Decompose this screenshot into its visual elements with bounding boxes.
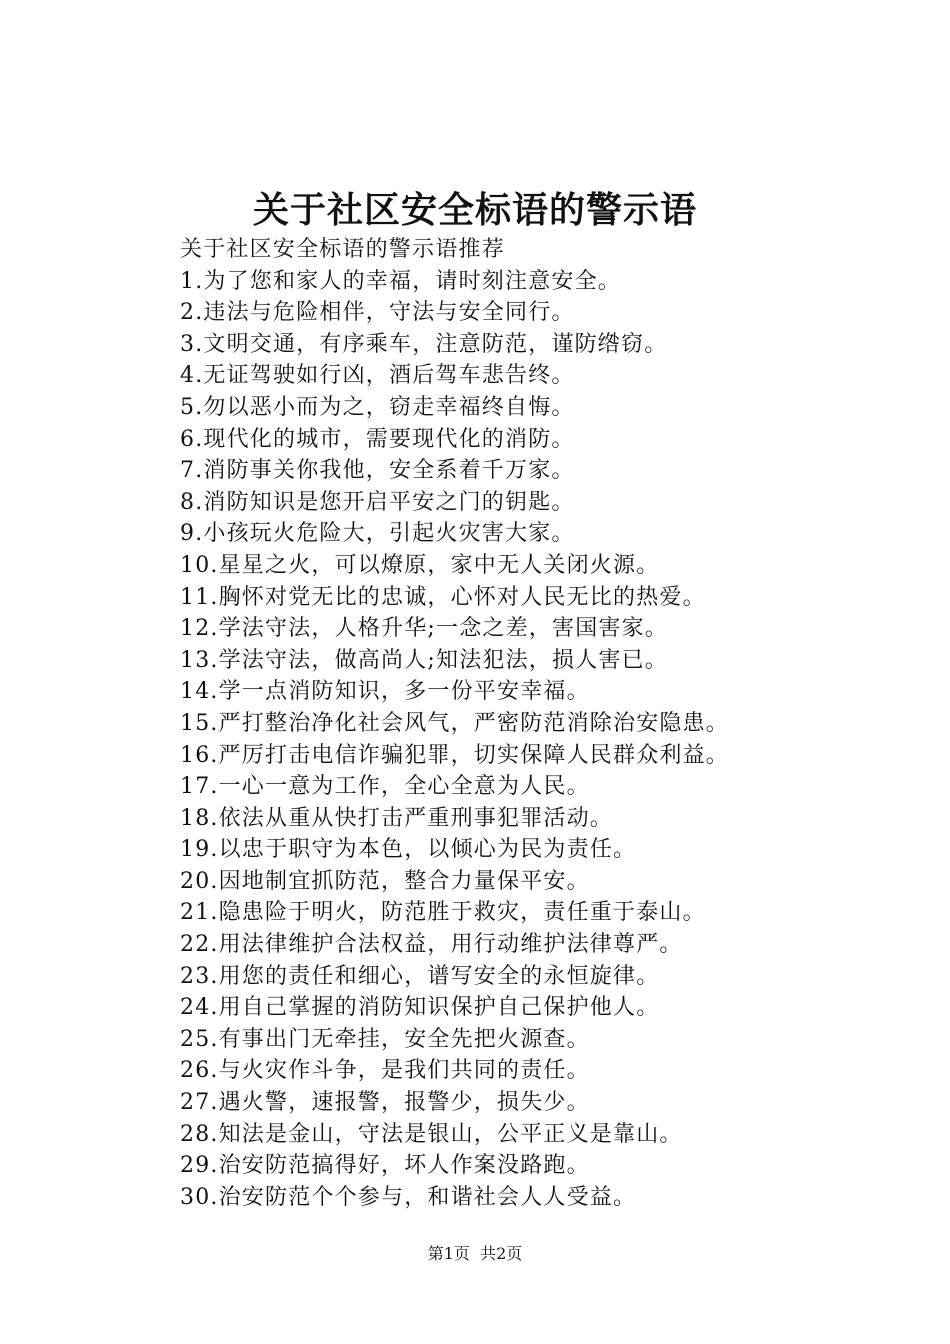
slogan-line: 29.治安防范搞得好，坏人作案没路跑。 xyxy=(180,1153,590,1179)
slogan-line: 17.一心一意为工作，全心全意为人民。 xyxy=(180,774,590,800)
document-body xyxy=(180,234,920,1213)
slogan-line: 22.用法律维护合法权益，用行动维护法律尊严。 xyxy=(180,932,683,958)
slogan-line: 21.隐患险于明火，防范胜于救灾，责任重于泰山。 xyxy=(180,900,706,926)
slogan-line: 27.遇火警，速报警，报警少，损失少。 xyxy=(180,1090,590,1116)
slogan-line: 16.严厉打击电信诈骗犯罪，切实保障人民群众利益。 xyxy=(180,742,729,768)
slogan-line: 4.无证驾驶如行凶，酒后驾车悲告终。 xyxy=(180,363,575,389)
slogan-line: 12.学法守法，人格升华;一念之差，害国害家。 xyxy=(180,616,669,642)
document-title: 关于社区安全标语的警示语 xyxy=(252,189,697,231)
slogan-line: 2.违法与危险相伴，守法与安全同行。 xyxy=(180,300,575,326)
slogan-line: 7.消防事关你我他，安全系着千万家。 xyxy=(180,458,575,484)
slogan-line: 28.知法是金山，守法是银山，公平正义是靠山。 xyxy=(180,1121,683,1147)
subtitle-line: 关于社区安全标语的警示语推荐 xyxy=(180,237,505,262)
slogan-line: 9.小孩玩火危险大，引起火灾害大家。 xyxy=(180,521,575,547)
slogan-line: 25.有事出门无牵挂，安全先把火源查。 xyxy=(180,1026,590,1052)
slogan-line: 20.因地制宜抓防范，整合力量保平安。 xyxy=(180,868,590,894)
page-footer: 第1页 共2页 xyxy=(427,1244,523,1263)
slogan-line: 14.学一点消防知识，多一份平安幸福。 xyxy=(180,679,590,705)
slogan-line: 23.用您的责任和细心，谱写安全的永恒旋律。 xyxy=(180,963,660,989)
slogan-line: 24.用自己掌握的消防知识保护自己保护他人。 xyxy=(180,995,660,1021)
slogan-line: 3.文明交通，有序乘车，注意防范，谨防绺窃。 xyxy=(180,331,668,357)
slogan-line: 18.依法从重从快打击严重刑事犯罪活动。 xyxy=(180,805,613,831)
slogan-line: 19.以忠于职守为本色，以倾心为民为责任。 xyxy=(180,837,637,863)
slogan-line: 11.胸怀对党无比的忠诚，心怀对人民无比的热爱。 xyxy=(180,584,706,610)
slogan-line: 15.严打整治净化社会风气，严密防范消除治安隐患。 xyxy=(180,710,729,736)
slogan-line: 6.现代化的城市，需要现代化的消防。 xyxy=(180,426,575,452)
slogan-line: 5.勿以恶小而为之，窃走幸福终自悔。 xyxy=(180,394,575,420)
slogan-line: 13.学法守法，做高尚人;知法犯法，损人害已。 xyxy=(180,647,669,673)
slogan-line: 10.星星之火，可以燎原，家中无人关闭火源。 xyxy=(180,552,660,578)
slogan-line: 8.消防知识是您开启平安之门的钥匙。 xyxy=(180,489,575,515)
slogan-line: 30.治安防范个个参与，和谐社会人人受益。 xyxy=(180,1184,637,1210)
slogan-line: 1.为了您和家人的幸福，请时刻注意安全。 xyxy=(180,268,621,294)
slogan-line: 26.与火灾作斗争，是我们共同的责任。 xyxy=(180,1058,590,1084)
